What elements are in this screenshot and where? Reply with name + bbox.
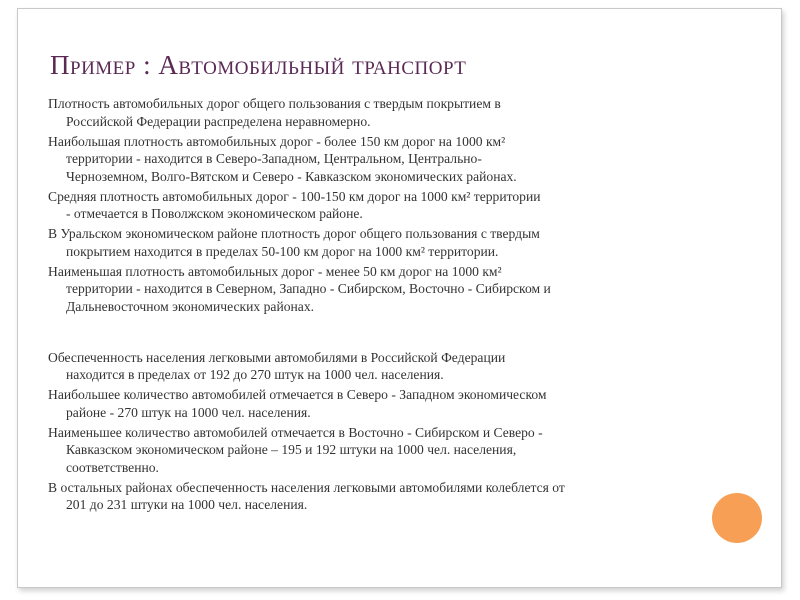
paragraph-line: Черноземном, Волго-Вятском и Северо - Кавказском экономических районах. bbox=[66, 168, 517, 184]
road-density-section bbox=[48, 95, 728, 315]
bullet-paragraph bbox=[48, 386, 728, 421]
paragraph-line: Обеспеченность населения легковыми автомобилями в Российской Федерации bbox=[48, 349, 506, 365]
paragraph-line: покрытием находится в пределах 50-100 км дорог на 1000 км² территории. bbox=[66, 243, 499, 259]
slide-body bbox=[48, 95, 728, 516]
bullet-paragraph bbox=[48, 424, 728, 477]
paragraph-line: - отмечается в Поволжском экономическом районе. bbox=[66, 206, 363, 221]
bullet-paragraph bbox=[48, 349, 728, 384]
paragraph-line: Дальневосточном экономических районах. bbox=[66, 298, 315, 314]
paragraph-line: находится в пределах от 192 до 270 штук на 1000 чел. населения. bbox=[66, 367, 444, 382]
slide-title: Пример : Автомобильный транспорт bbox=[50, 50, 467, 80]
bullet-paragraph bbox=[48, 479, 728, 514]
paragraph-line: территории - находится в Северном, Западно - Сибирском, Восточно - Сибирском и bbox=[66, 281, 551, 296]
paragraph-line: 201 до 231 штуки на 1000 чел. населения. bbox=[66, 497, 308, 512]
paragraph-line: Наименьшее количество автомобилей отмечается в Восточно - Сибирском и Северо - bbox=[48, 424, 543, 440]
bullet-paragraph bbox=[48, 95, 728, 130]
paragraph-line: соответственно. bbox=[66, 459, 159, 475]
paragraph-line: В остальных районах обеспеченность населения легковыми автомобилями колеблется от bbox=[48, 479, 565, 495]
paragraph-line: Российской Федерации распределена неравномерно. bbox=[66, 113, 371, 129]
paragraph-line: Кавказском экономическом районе – 195 и 192 штуки на 1000 чел. населения, bbox=[66, 442, 517, 457]
paragraph-line: Средняя плотность автомобильных дорог - 100-150 км дорог на 1000 км² территории bbox=[48, 188, 541, 204]
paragraph-line: Наибольшая плотность автомобильных дорог - более 150 км дорог на 1000 км² bbox=[48, 133, 506, 149]
bullet-paragraph bbox=[48, 188, 728, 223]
section-gap bbox=[48, 318, 728, 349]
car-ownership-section bbox=[48, 349, 728, 514]
paragraph-line: Наибольшее количество автомобилей отмечается в Северо - Западном экономическом bbox=[48, 387, 547, 402]
bullet-paragraph bbox=[48, 263, 728, 316]
paragraph-line: районе - 270 штук на 1000 чел. населения. bbox=[66, 404, 311, 420]
paragraph-line: В Уральском экономическом районе плотность дорог общего пользования с твердым bbox=[48, 226, 540, 241]
bullet-paragraph bbox=[48, 225, 728, 260]
paragraph-line: Плотность автомобильных дорог общего пользования с твердым покрытием в bbox=[48, 96, 501, 111]
paragraph-line: Наименьшая плотность автомобильных дорог - менее 50 км дорог на 1000 км² bbox=[48, 263, 502, 279]
decorative-orange-circle bbox=[712, 493, 762, 543]
paragraph-line: территории - находится в Северо-Западном, Центральном, Центрально- bbox=[66, 151, 482, 166]
bullet-paragraph bbox=[48, 133, 728, 186]
